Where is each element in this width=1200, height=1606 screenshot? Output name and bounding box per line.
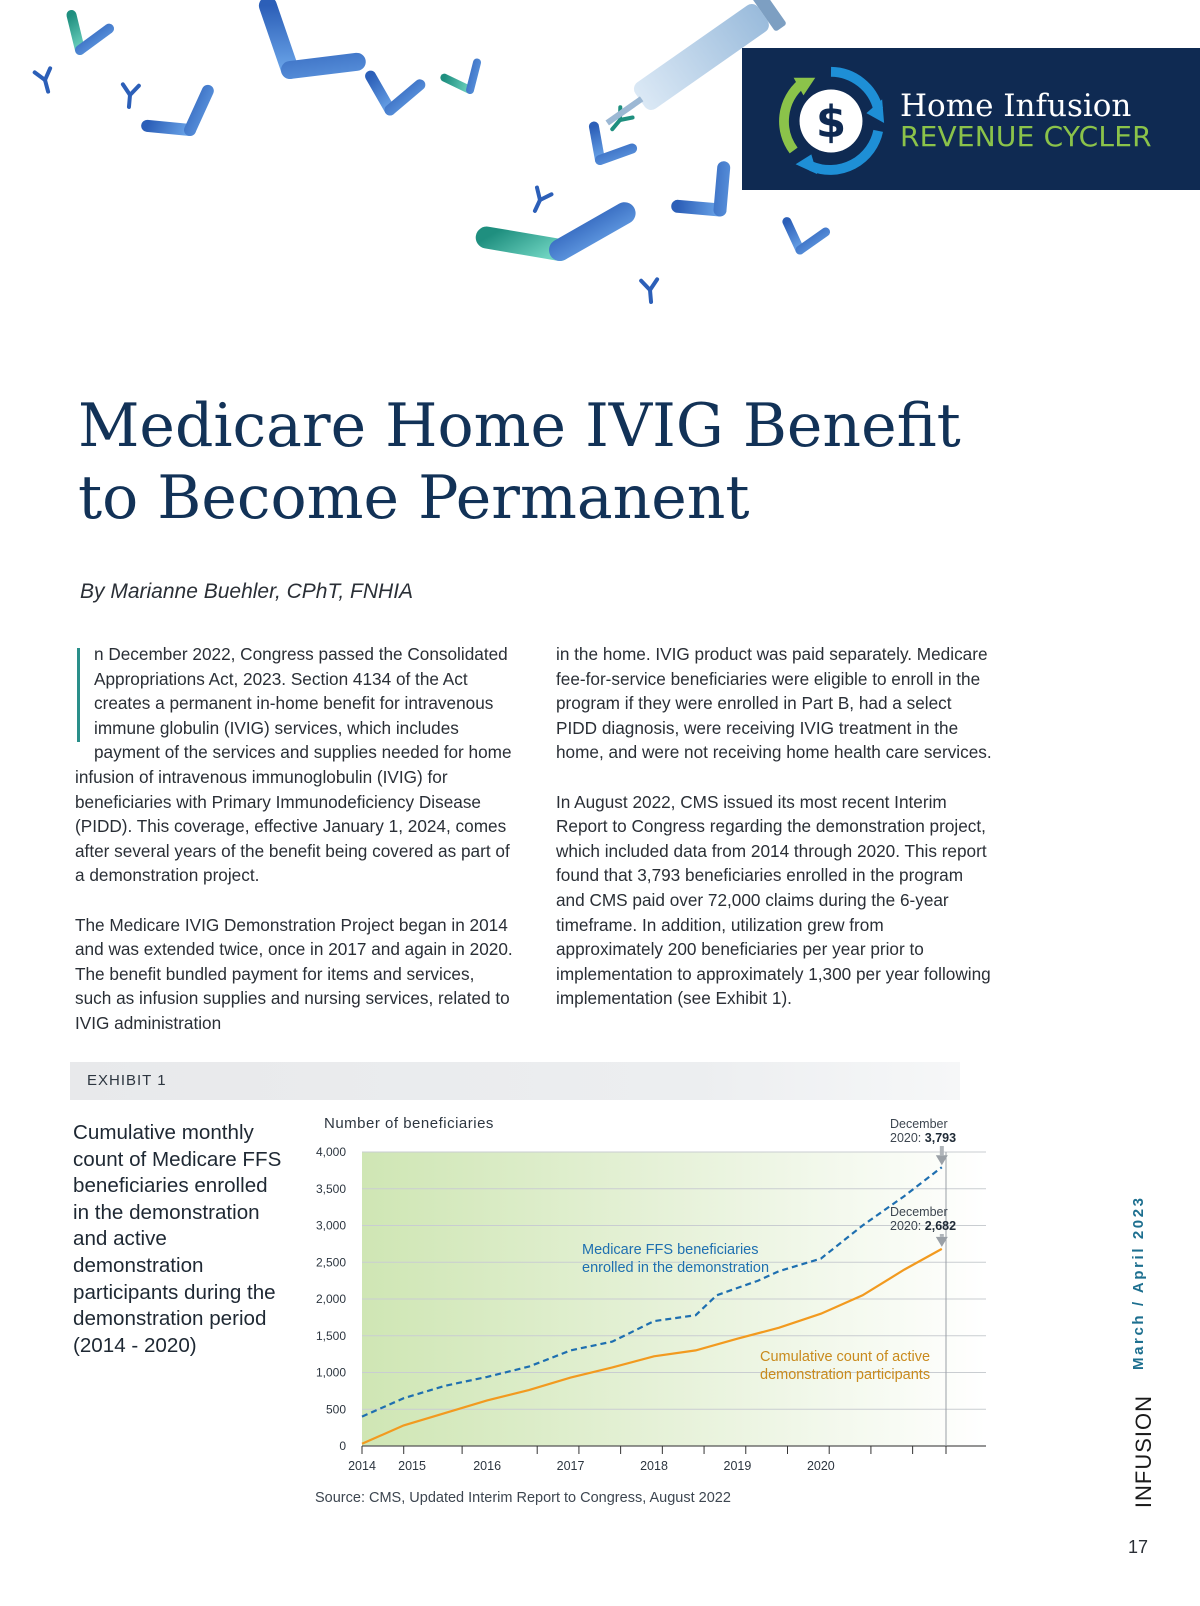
y-tick-label: 1,500 [315, 1328, 346, 1343]
article-title [78, 390, 961, 534]
annotation-label: December 2020: 3,793 [890, 1117, 957, 1145]
exhibit-caption: Cumulative monthly count of Medicare FFS beneficiaries enrolled in the demonstration and active demonstration participants during the demonstration period (2014 - 2020) [73, 1121, 282, 1357]
paragraph: In August 2022, CMS issued its most recent Interim Report to Congress regarding the demonstration project, which included data from 2014 through 2020. This report found that 3,793 beneficiaries enrolled in the program and CMS paid over 72,000 claims during the 6-year timeframe. In addition, utilization grew from approximately 200 beneficiaries per year prior to implementation to approximately 1,300 per year following implementation (see Exhibit 1). [556, 791, 991, 1009]
x-tick-label: 2019 [723, 1459, 752, 1473]
badge-subtitle: REVENUE CYCLER [900, 120, 1152, 153]
series-label-2: Cumulative count of active demonstration participants [760, 1349, 931, 1383]
magazine-logo: INFUSION [1131, 1395, 1156, 1509]
paragraph: in the home. IVIG product was paid separately. Medicare fee-for-service beneficiaries were eligible to enroll in the program if they were enrolled in Part B, had a select PIDD diagnosis, were receiving IVIG treatment in the home, and were not receiving home health care services. [556, 644, 992, 763]
badge-title: Home Infusion [900, 88, 1132, 124]
y-tick-label: 500 [325, 1402, 346, 1417]
issue-date-text: March / April 2023 [1130, 1195, 1147, 1370]
page-number: 17 [1128, 1537, 1149, 1557]
x-tick-label: 2015 [398, 1459, 426, 1473]
beneficiaries-chart [300, 1110, 1000, 1490]
revenue-cycler-badge [742, 48, 1200, 190]
dollar-cycle-icon [772, 62, 890, 180]
article-title-line-2: to Become Permanent [78, 463, 750, 533]
y-tick-label: 0 [339, 1439, 346, 1453]
drop-cap-bar [77, 648, 80, 742]
y-tick-label: 4,000 [315, 1145, 346, 1159]
x-tick-label: 2016 [473, 1459, 502, 1473]
y-tick-label: 3,500 [315, 1181, 346, 1196]
x-tick-label: 2020 [806, 1459, 835, 1473]
chart-source: Source: CMS, Updated Interim Report to Congress, August 2022 [315, 1490, 731, 1506]
exhibit-label: EXHIBIT 1 [87, 1072, 167, 1089]
x-tick-label: 2014 [348, 1459, 376, 1473]
body-column-right [556, 642, 992, 1036]
x-tick-label: 2017 [556, 1459, 585, 1473]
y-tick-label: 1,000 [315, 1365, 346, 1380]
y-tick-label: 3,000 [315, 1218, 346, 1233]
x-tick-label: 2018 [640, 1459, 668, 1473]
annotation-label: December 2020: 2,682 [890, 1205, 957, 1233]
paragraph: n December 2022, Congress passed the Consolidated Appropriations Act, 2023. Section 4134 of the Act creates a permanent in-home benefit for intravenous immune globulin (IVIG) services, which includes payment of the services and supplies needed for home infusion of intravenous immunoglobulin (IVIG) for beneficiaries with Primary Immunodeficiency Disease (PIDD). This coverage, effective January 1, 2024, comes after several years of the benefit being covered as part of a demonstration project. [75, 644, 512, 886]
series-label-1: Medicare FFS beneficiaries enrolled in the demonstration [582, 1242, 770, 1276]
y-tick-label: 2,500 [315, 1255, 346, 1270]
y-axis-label: Number of beneficiaries [324, 1115, 494, 1132]
svg-text:$: $ [815, 97, 847, 148]
article-title-line-1: Medicare Home IVIG Benefit [78, 391, 961, 461]
y-tick-label: 2,000 [315, 1292, 346, 1306]
byline: By Marianne Buehler, CPhT, FNHIA [80, 580, 414, 603]
exhibit-header [70, 1062, 960, 1100]
paragraph: The Medicare IVIG Demonstration Project began in 2014 and was extended twice, once in 2017 and again in 2020. The benefit bundled payment for items and services, such as infusion supplies and nursing services, related to IVIG administration [75, 914, 513, 1033]
issue-date [1130, 1195, 1160, 1370]
body-column-left [75, 642, 515, 1060]
